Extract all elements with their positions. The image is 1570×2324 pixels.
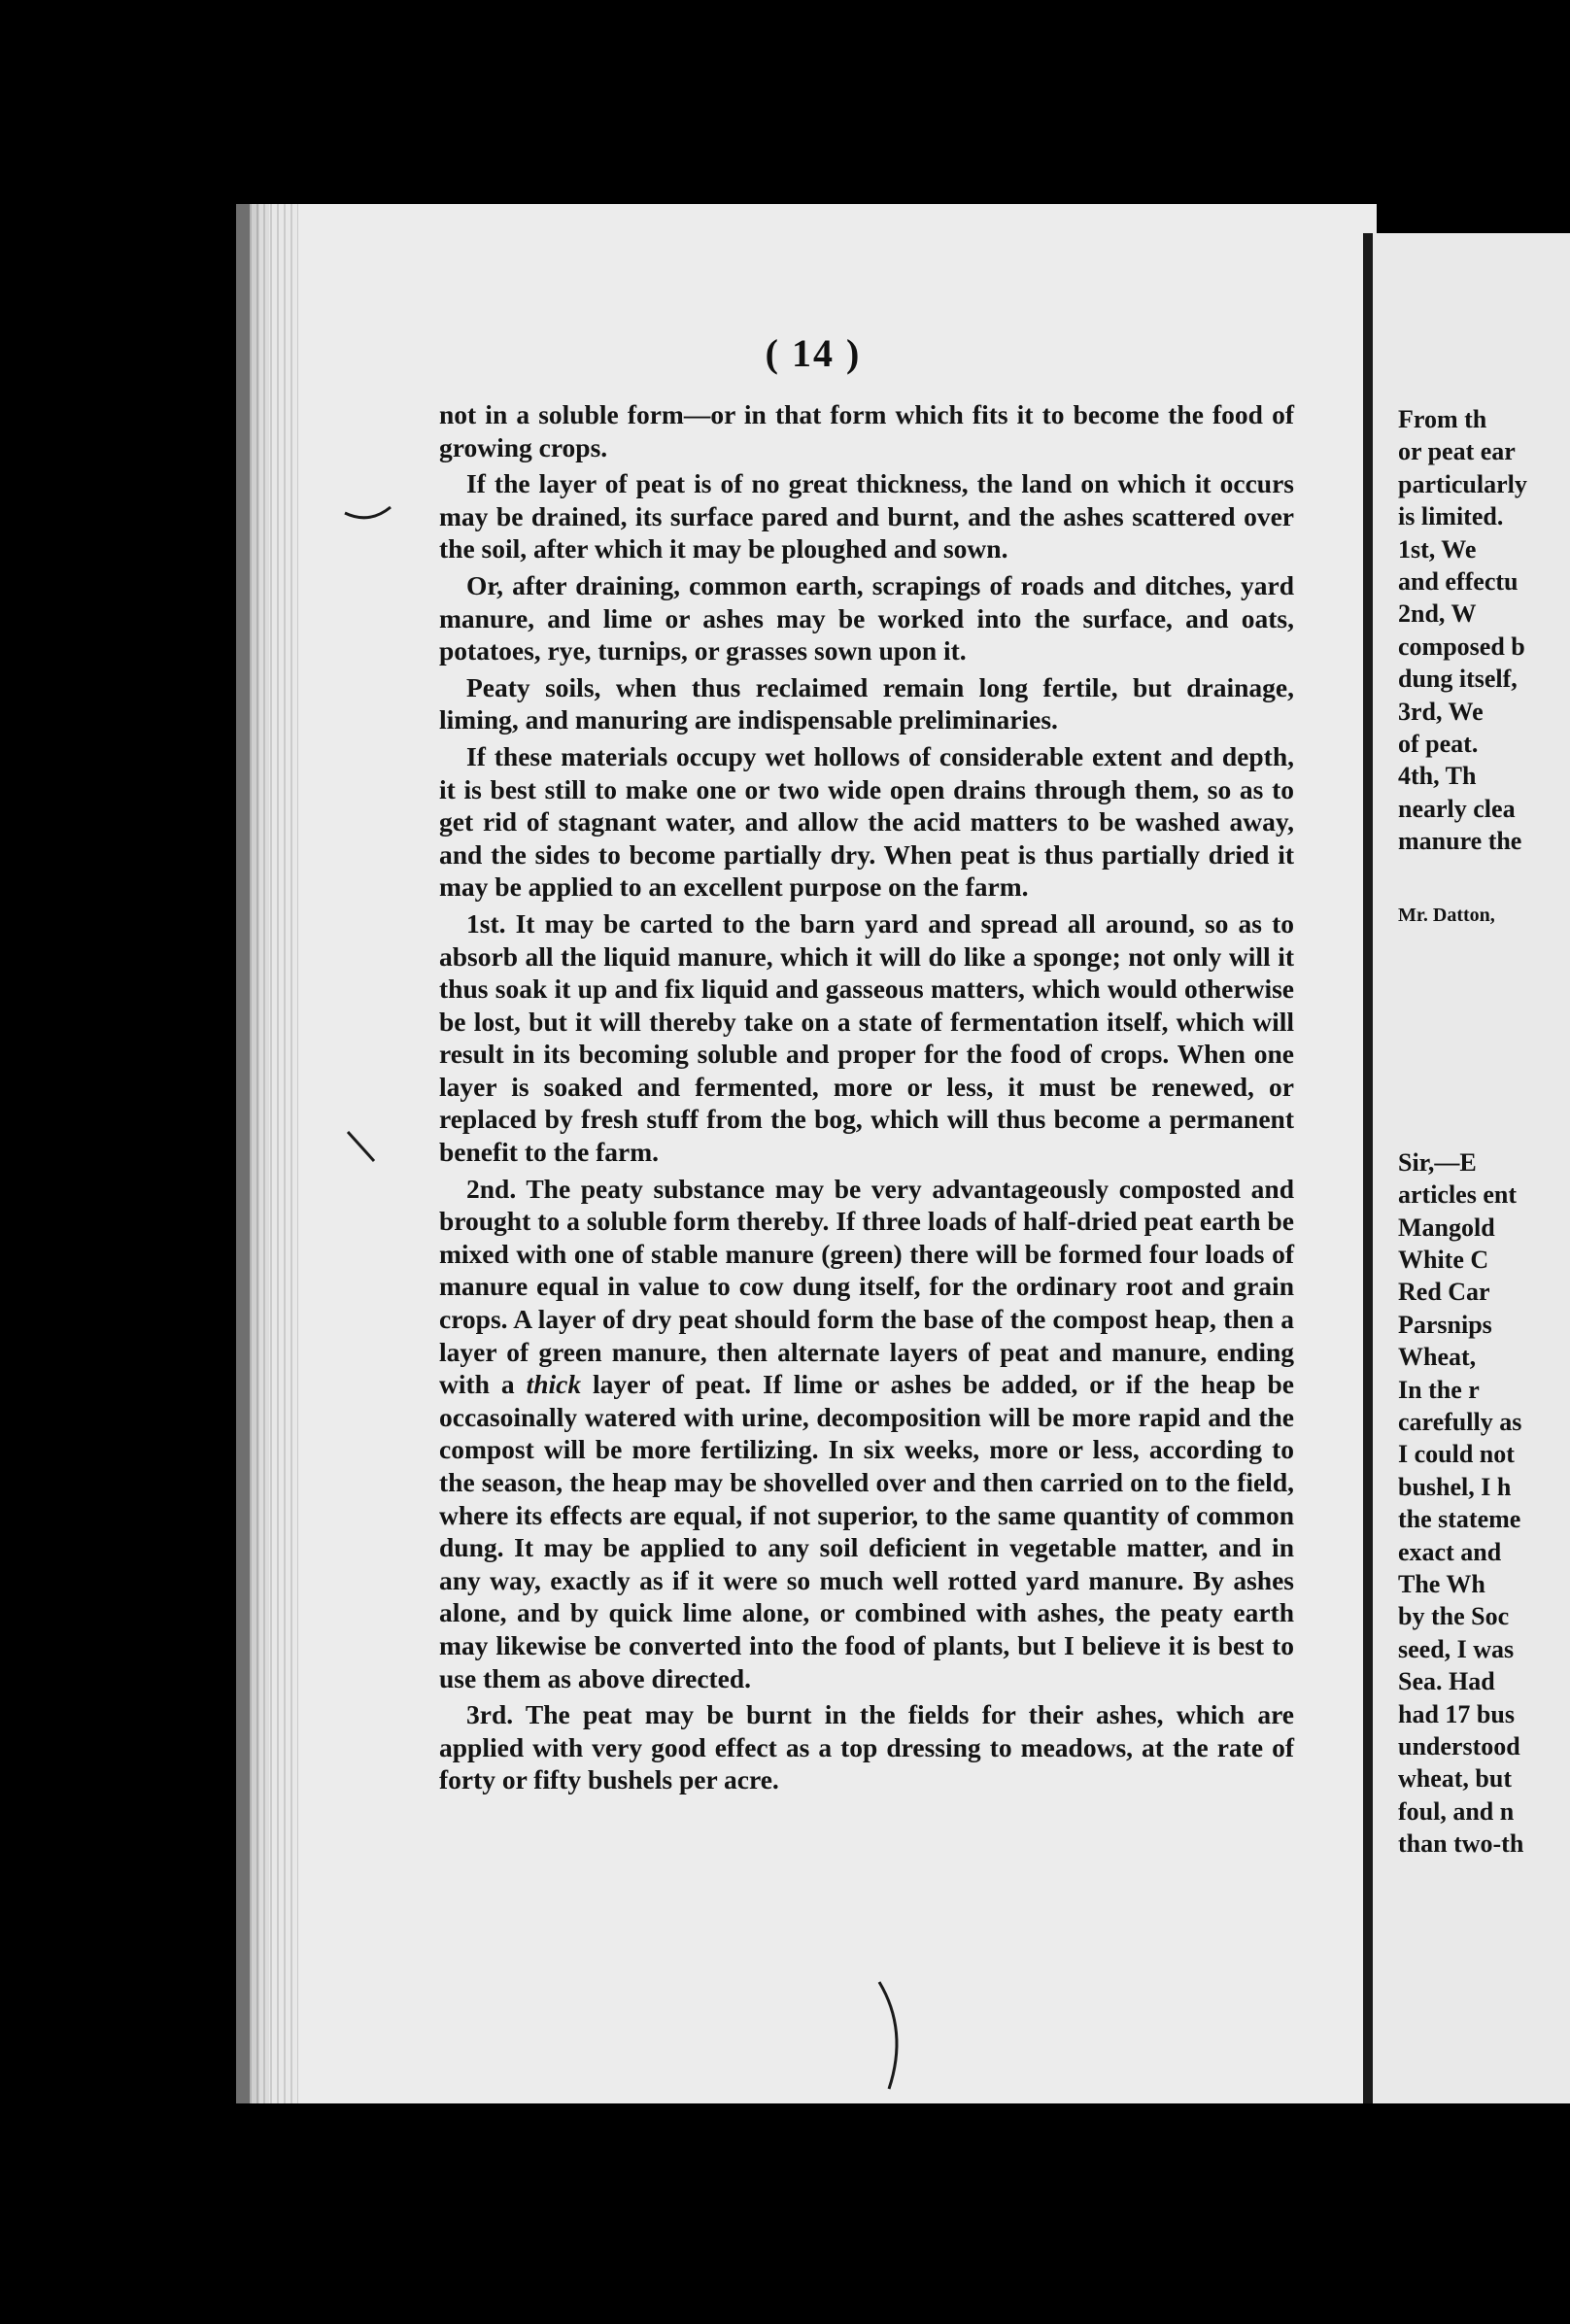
book-gutter xyxy=(1363,233,1373,2103)
right-line: carefully as xyxy=(1398,1407,1522,1436)
right-line: Wheat, xyxy=(1398,1343,1477,1372)
right-line: had 17 bus xyxy=(1398,1699,1515,1728)
right-line: Red Car xyxy=(1398,1278,1490,1307)
right-line: nearly clea xyxy=(1398,794,1516,823)
right-line: the stateme xyxy=(1398,1505,1521,1534)
right-line: dung itself, xyxy=(1398,665,1518,694)
paragraph-2nd-after: layer of peat. If lime or ashes be added, or if the heap be occasoinally watered with urine, decomposition will be more rapid and the compost will be more fertilizing. In six weeks, more or less, according to the season, the heap may be shovelled over and then carried on to the field, where its effects are equal, if not superior, to the same quantity of common dung. It may be applied to any soil deficient in vegetable matter, and in any way, exactly as if it were so much well rotted yard manure. By ashes alone, and by quick lime alone, or combined with ashes, the peaty earth may likewise be converted into the food of plants, but I believe it is best to use them as above directed. xyxy=(439,1369,1294,1693)
right-line: Sea. Had xyxy=(1398,1667,1495,1696)
right-line: than two-th xyxy=(1398,1829,1524,1859)
right-line: and effectu xyxy=(1398,566,1519,596)
paragraph-1st: 1st. It may be carted to the barn yard and spread all around, so as to absorb all the liquid manure, which it will do like a sponge; not only will it thus soak it up and fix liquid and gasseous matters, which would otherwise be lost, but it will thereby take on a state of fermentation itself, which will result in its becoming soluble and proper for the food of crops. When one layer is soaked and fermented, more or less, it must be renewed, or replaced by fresh stuff from the bog, which will thus become a permanent benefit to the farm. xyxy=(439,907,1294,1168)
right-line: composed b xyxy=(1398,632,1525,661)
right-line: Mangold xyxy=(1398,1213,1495,1242)
right-spacer xyxy=(1398,933,1570,975)
right-line: manure the xyxy=(1398,827,1522,856)
right-line: 3rd, We xyxy=(1398,697,1484,726)
page-edge-lines xyxy=(250,204,298,2103)
right-line: The Wh xyxy=(1398,1569,1485,1598)
right-line: 1st, We xyxy=(1398,534,1477,564)
right-page xyxy=(1373,233,1570,2103)
page-number: ( 14 ) xyxy=(765,331,862,375)
right-line: by the Soc xyxy=(1398,1602,1510,1631)
right-line: of peat. xyxy=(1398,729,1479,758)
paragraph-1: not in a soluble form—or in that form which fits it to become the food of growing crops. xyxy=(439,399,1294,462)
right-line: understood xyxy=(1398,1731,1520,1760)
paragraph-4: Peaty soils, when thus reclaimed remain long fertile, but drainage, liming, and manuring are indispensable preliminaries. xyxy=(439,671,1294,735)
emphasis-thick: thick xyxy=(526,1369,582,1400)
right-line: 2nd, W xyxy=(1398,599,1477,629)
paragraph-2: If the layer of peat is of no great thickness, the land on which it occurs may be drained, its surface pared and burnt, and the ashes scattered over the soil, after which it may be ploughed and sown. xyxy=(439,468,1294,564)
right-heading: Mr. Datton, xyxy=(1398,905,1495,927)
right-line: In the r xyxy=(1398,1375,1480,1404)
paragraph-2nd xyxy=(439,1173,1294,1695)
right-line: seed, I was xyxy=(1398,1634,1515,1663)
right-line: wheat, but xyxy=(1398,1764,1513,1794)
paragraph-2nd-before: 2nd. The peaty substance may be very advantageously composted and brought to a soluble form thereby. If three loads of half-dried peat earth be mixed with one of stable manure (green) there will be formed four loads of manure equal in value to cow dung itself, for the ordinary root and grain crops. A layer of dry peat should form the base of the compost heap, then a layer of green manure, then alternate layers of peat and manure, ending with a xyxy=(439,1173,1294,1400)
right-line: Parsnips xyxy=(1398,1310,1492,1339)
right-line: foul, and n xyxy=(1398,1796,1515,1826)
left-page xyxy=(236,204,1377,2103)
paragraph-3rd: 3rd. The peat may be burnt in the fields for their ashes, which are applied with very good effect as a top dressing to meadows, at the rate of forty or fifty bushels per acre. xyxy=(439,1699,1294,1795)
right-line: From th xyxy=(1398,405,1487,433)
right-line: or peat ear xyxy=(1398,437,1516,466)
right-line: is limited. xyxy=(1398,502,1504,531)
right-spacer xyxy=(1398,975,1570,1018)
right-page-text xyxy=(1398,403,1570,1860)
right-spacer xyxy=(1398,1061,1570,1104)
right-line: particularly xyxy=(1398,469,1527,498)
body-text xyxy=(439,398,1294,1800)
paragraph-3: Or, after draining, common earth, scrapings of roads and ditches, yard manure, and lime or ashes may be worked into the surface, and oats, potatoes, rye, turnips, or grasses sown upon it. xyxy=(439,569,1294,666)
right-spacer xyxy=(1398,1104,1570,1146)
right-spacer xyxy=(1398,857,1570,900)
right-line: 4th, Th xyxy=(1398,762,1477,791)
paragraph-5: If these materials occupy wet hollows of considerable extent and depth, it is best still to make one or two wide open drains through them, so as to get rid of stagnant water, and allow the acid matters to be washed away, and the sides to become partially dry. When peat is thus partially dried it may be applied to an excellent purpose on the farm. xyxy=(439,740,1294,903)
right-spacer xyxy=(1398,1018,1570,1061)
right-line: exact and xyxy=(1398,1537,1502,1566)
right-line: bushel, I h xyxy=(1398,1472,1512,1501)
right-line: I could not xyxy=(1398,1440,1515,1469)
right-line: articles ent xyxy=(1398,1180,1518,1210)
right-line: White C xyxy=(1398,1246,1489,1275)
right-line: Sir,—E xyxy=(1398,1147,1477,1177)
